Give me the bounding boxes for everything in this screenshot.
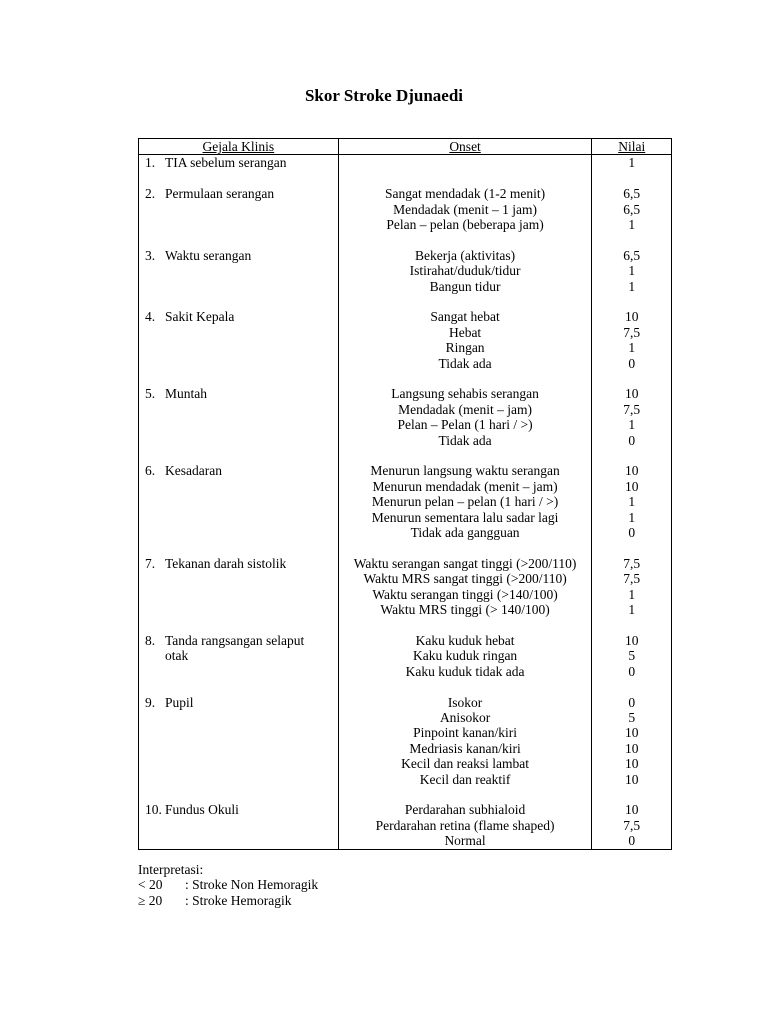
onset-option: Mendadak (menit – 1 jam) — [393, 201, 538, 217]
score-value: 5 — [628, 648, 636, 664]
table-row — [139, 463, 672, 540]
row-number: 10. — [145, 802, 162, 818]
score-value: 6,5 — [623, 201, 641, 217]
onset-option: Tidak ada gangguan — [410, 525, 520, 541]
score-value: 0 — [628, 833, 636, 849]
score-value: 7,5 — [623, 817, 641, 833]
interpretation-label: : Stroke Hemoragik — [185, 892, 292, 908]
spacer-row — [139, 787, 672, 802]
value-cell — [592, 463, 672, 540]
onset-cell — [338, 386, 592, 448]
onset-option: Medriasis kanan/kiri — [409, 740, 521, 756]
table-row — [139, 695, 672, 787]
symptom-cell — [139, 309, 339, 371]
interpretation-range: ≥ 20 — [138, 892, 163, 908]
onset-cell — [338, 556, 592, 618]
spacer-cell — [139, 371, 339, 386]
table-row — [139, 186, 672, 232]
score-value: 10 — [624, 309, 639, 325]
onset-cell — [338, 186, 592, 232]
spacer-cell — [592, 448, 672, 463]
spacer-cell — [338, 294, 592, 309]
spacer-cell — [592, 618, 672, 633]
table-row — [139, 802, 672, 849]
onset-option: Kecil dan reaktif — [419, 771, 511, 787]
onset-option: Kaku kuduk ringan — [412, 648, 518, 664]
table-row — [139, 248, 672, 294]
onset-cell — [338, 802, 592, 849]
symptom-label — [145, 695, 338, 710]
onset-cell — [338, 633, 592, 679]
row-number: 5. — [145, 386, 156, 402]
spacer-cell — [139, 294, 339, 309]
table-row — [139, 309, 672, 371]
onset-option: Istirahat/duduk/tidur — [409, 263, 521, 279]
spacer-row — [139, 294, 672, 309]
onset-option: Pelan – pelan (beberapa jam) — [386, 217, 544, 233]
onset-option: Menurun langsung waktu serangan — [370, 463, 560, 479]
symptom-label — [145, 186, 338, 201]
symptom-text: Tanda rangsangan selaput — [165, 632, 305, 648]
score-table — [138, 138, 672, 850]
value-cell — [592, 633, 672, 679]
onset-option — [339, 155, 592, 170]
table-row — [139, 633, 672, 679]
symptom-label — [145, 802, 338, 817]
value-cell — [592, 248, 672, 294]
row-number: 7. — [145, 555, 156, 571]
onset-option: Waktu MRS sangat tinggi (>200/110) — [363, 571, 567, 587]
spacer-cell — [592, 232, 672, 247]
score-value: 1 — [628, 494, 636, 510]
spacer-cell — [592, 540, 672, 555]
onset-cell — [338, 695, 592, 787]
onset-option: Waktu MRS tinggi (> 140/100) — [380, 602, 550, 618]
spacer-row — [139, 171, 672, 186]
interpretation-item — [138, 893, 318, 908]
score-value: 1 — [628, 340, 636, 356]
onset-option: Kaku kuduk tidak ada — [405, 663, 525, 679]
symptom-text: Permulaan serangan — [165, 186, 275, 202]
score-table-body — [139, 155, 672, 849]
onset-option: Anisokor — [439, 709, 491, 725]
value-cell — [592, 155, 672, 171]
spacer-cell — [139, 540, 339, 555]
score-value: 7,5 — [623, 571, 641, 587]
onset-cell — [338, 155, 592, 171]
onset-option: Sangat hebat — [430, 309, 500, 325]
onset-option: Isokor — [447, 694, 483, 710]
header-symptom: Gejala Klinis — [139, 139, 339, 155]
score-value: 7,5 — [623, 555, 641, 571]
score-value: 0 — [628, 525, 636, 541]
onset-cell — [338, 248, 592, 294]
header-value: Nilai — [592, 139, 672, 155]
onset-option: Ringan — [445, 340, 485, 356]
spacer-cell — [139, 618, 339, 633]
symptom-text: Kesadaran — [165, 463, 222, 479]
symptom-label — [145, 386, 338, 401]
symptom-cell — [139, 248, 339, 294]
symptom-cell — [139, 186, 339, 232]
row-number: 8. — [145, 632, 156, 648]
onset-option: Menurun sementara lalu sadar lagi — [371, 509, 559, 525]
row-number: 9. — [145, 694, 156, 710]
row-number: 3. — [145, 247, 156, 263]
symptom-text: Tekanan darah sistolik — [165, 555, 287, 571]
table-row — [139, 556, 672, 618]
score-value: 1 — [628, 509, 636, 525]
value-cell — [592, 802, 672, 849]
symptom-cell — [139, 802, 339, 849]
symptom-text: Fundus Okuli — [165, 802, 239, 818]
onset-option: Bangun tidur — [429, 278, 501, 294]
interpretation-item — [138, 877, 318, 892]
symptom-text: Waktu serangan — [165, 247, 252, 263]
score-value: 1 — [628, 217, 636, 233]
interpretation — [138, 862, 318, 908]
spacer-cell — [139, 232, 339, 247]
spacer-cell — [139, 787, 339, 802]
symptom-label — [145, 556, 338, 571]
onset-cell — [338, 309, 592, 371]
spacer-row — [139, 232, 672, 247]
score-value: 10 — [624, 756, 639, 772]
spacer-cell — [139, 171, 339, 186]
score-value: 0 — [628, 694, 636, 710]
interpretation-heading: Interpretasi: — [138, 862, 204, 877]
spacer-cell — [338, 540, 592, 555]
spacer-cell — [592, 371, 672, 386]
symptom-cell — [139, 386, 339, 448]
symptom-cell — [139, 556, 339, 618]
value-cell — [592, 309, 672, 371]
symptom-cell — [139, 633, 339, 679]
page-title: Skor Stroke Djunaedi — [304, 86, 464, 105]
score-value: 1 — [628, 155, 636, 171]
row-number: 1. — [145, 155, 156, 171]
interpretation-range: < 20 — [138, 877, 163, 893]
symptom-label — [145, 463, 338, 478]
spacer-cell — [338, 448, 592, 463]
interpretation-label: : Stroke Non Hemoragik — [185, 877, 319, 893]
onset-option: Kaku kuduk hebat — [415, 632, 515, 648]
spacer-cell — [592, 294, 672, 309]
score-value: 1 — [628, 263, 636, 279]
spacer-cell — [592, 679, 672, 694]
onset-option: Langsung sehabis serangan — [391, 386, 539, 402]
spacer-cell — [338, 371, 592, 386]
spacer-cell — [592, 787, 672, 802]
score-value: 0 — [628, 663, 636, 679]
onset-option: Mendadak (menit – jam) — [398, 401, 532, 417]
symptom-cell — [139, 463, 339, 540]
onset-option: Normal — [444, 833, 486, 849]
spacer-row — [139, 618, 672, 633]
row-number: 4. — [145, 309, 156, 325]
onset-option: Waktu serangan sangat tinggi (>200/110) — [353, 555, 577, 571]
spacer-cell — [338, 171, 592, 186]
onset-option: Menurun pelan – pelan (1 hari / >) — [371, 494, 559, 510]
header-onset: Onset — [338, 139, 592, 155]
score-value: 7,5 — [623, 324, 641, 340]
symptom-label — [145, 309, 338, 324]
value-cell — [592, 186, 672, 232]
spacer-cell — [139, 448, 339, 463]
symptom-cell — [139, 695, 339, 787]
symptom-text: TIA sebelum serangan — [165, 155, 287, 171]
onset-option: Tidak ada — [438, 355, 492, 371]
score-value: 5 — [628, 709, 636, 725]
symptom-text: Muntah — [165, 386, 207, 402]
spacer-cell — [592, 171, 672, 186]
onset-option: Sangat mendadak (1-2 menit) — [385, 186, 546, 202]
onset-option: Pelan – Pelan (1 hari / >) — [397, 417, 533, 433]
score-value: 10 — [624, 632, 639, 648]
row-number: 6. — [145, 463, 156, 479]
score-value: 10 — [624, 771, 639, 787]
onset-option: Kecil dan reaksi lambat — [401, 756, 529, 772]
score-value: 1 — [628, 586, 636, 602]
spacer-cell — [338, 679, 592, 694]
spacer-row — [139, 371, 672, 386]
onset-option: Pinpoint kanan/kiri — [413, 725, 517, 741]
value-cell — [592, 556, 672, 618]
table-header-row — [139, 139, 672, 155]
table-row — [139, 386, 672, 448]
onset-cell — [338, 463, 592, 540]
spacer-cell — [338, 787, 592, 802]
score-value: 10 — [624, 463, 639, 479]
score-value: 10 — [624, 740, 639, 756]
score-value: 7,5 — [623, 401, 641, 417]
onset-option: Tidak ada — [438, 432, 492, 448]
spacer-cell — [338, 618, 592, 633]
onset-option: Perdarahan retina (flame shaped) — [375, 817, 555, 833]
row-number: 2. — [145, 186, 156, 202]
score-value: 10 — [624, 802, 639, 818]
symptom-cell — [139, 155, 339, 171]
spacer-cell — [139, 679, 339, 694]
value-cell — [592, 695, 672, 787]
score-value: 6,5 — [623, 247, 641, 263]
score-value: 10 — [624, 725, 639, 741]
score-value: 10 — [624, 386, 639, 402]
table-row — [139, 155, 672, 171]
onset-option: Menurun mendadak (menit – jam) — [372, 478, 558, 494]
score-value: 1 — [628, 602, 636, 618]
symptom-label — [145, 633, 338, 648]
onset-option: Perdarahan subhialoid — [404, 802, 526, 818]
spacer-row — [139, 540, 672, 555]
value-cell — [592, 386, 672, 448]
spacer-row — [139, 679, 672, 694]
onset-option: Bekerja (aktivitas) — [415, 247, 516, 263]
spacer-cell — [338, 232, 592, 247]
onset-option: Hebat — [448, 324, 482, 340]
onset-option: Waktu serangan tinggi (>140/100) — [372, 586, 558, 602]
symptom-text: Sakit Kepala — [165, 309, 235, 325]
score-value: 10 — [624, 478, 639, 494]
symptom-text: Pupil — [165, 694, 194, 710]
score-value: 1 — [628, 278, 636, 294]
score-value: 0 — [628, 432, 636, 448]
symptom-label — [145, 248, 338, 263]
score-value: 1 — [628, 417, 636, 433]
score-value: 0 — [628, 355, 636, 371]
symptom-label — [145, 155, 338, 170]
score-value: 6,5 — [623, 186, 641, 202]
symptom-text-continued: otak — [165, 648, 189, 664]
spacer-row — [139, 448, 672, 463]
